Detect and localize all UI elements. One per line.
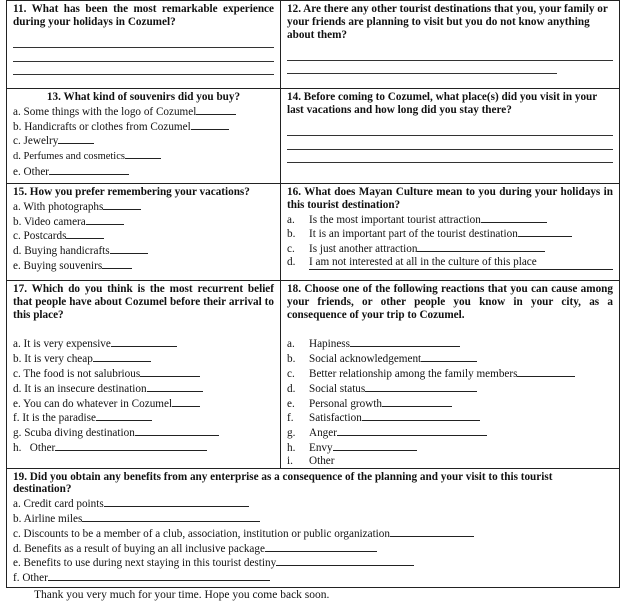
q19-option-f[interactable]: f. Other bbox=[13, 570, 613, 585]
question-19-cell bbox=[7, 468, 620, 587]
question-18-cell bbox=[281, 281, 620, 469]
question-12-text: 12. Are there any other tourist destinations that you, your family or your friends are planning to visit but you do not know anything about them? bbox=[287, 3, 608, 41]
q18-option-f[interactable]: f. Satisfaction bbox=[287, 410, 613, 425]
q13-option-b[interactable]: b. Handicrafts or clothes from Cozumel bbox=[13, 119, 274, 134]
q14-answer-line-3[interactable] bbox=[287, 150, 613, 164]
q17-option-b[interactable]: b. It is very cheap bbox=[13, 351, 274, 366]
q13-option-c[interactable]: c. Jewelry bbox=[13, 133, 274, 148]
q18-option-b[interactable]: b. Social acknowledgement bbox=[287, 351, 613, 366]
q15-option-c[interactable]: c. Postcards bbox=[13, 228, 274, 243]
q17-option-a[interactable]: a. It is very expensive bbox=[13, 336, 274, 351]
question-17-cell bbox=[7, 281, 281, 469]
q18-option-e[interactable]: e. Personal growth bbox=[287, 396, 613, 411]
question-16-cell bbox=[281, 184, 620, 281]
q15-option-a[interactable]: a. With photographs bbox=[13, 199, 274, 214]
q13-option-d[interactable]: d. Perfumes and cosmetics bbox=[13, 148, 274, 164]
q15-option-d[interactable]: d. Buying handicrafts bbox=[13, 243, 274, 258]
q18-option-i[interactable]: i. Other bbox=[287, 454, 335, 467]
q18-option-a[interactable]: a. Hapiness bbox=[287, 336, 613, 351]
q16-option-d[interactable]: d. I am not interested at all in the culture of this place bbox=[287, 256, 613, 270]
q13-option-a[interactable]: a. Some things with the logo of Cozumel bbox=[13, 104, 274, 119]
q19-option-d[interactable]: d. Benefits as a result of buying an all inclusive package bbox=[13, 541, 613, 556]
q19-option-c[interactable]: c. Discounts to be a member of a club, association, institution or public organization bbox=[13, 526, 613, 541]
question-11-cell bbox=[7, 1, 281, 89]
q16-option-b[interactable]: b. It is an important part of the tourist destination bbox=[287, 226, 613, 241]
q11-answer-line-1[interactable] bbox=[13, 35, 274, 49]
q17-option-e[interactable]: e. You can do whatever in Cozumel bbox=[13, 396, 274, 411]
q19-option-a[interactable]: a. Credit card points bbox=[13, 496, 613, 511]
q18-options bbox=[287, 336, 613, 467]
q14-answer-line-2[interactable] bbox=[287, 136, 613, 150]
q18-option-h[interactable]: h. Envy bbox=[287, 440, 613, 455]
q17-option-f[interactable]: f. It is the paradise bbox=[13, 410, 274, 425]
q13-option-e[interactable]: e. Other bbox=[13, 164, 274, 179]
question-11-text: 11. What has been the most remarkable experience during your holidays in Cozumel? bbox=[13, 3, 274, 28]
q17-option-d[interactable]: d. It is an insecure destination bbox=[13, 381, 274, 396]
q14-answer-line-1[interactable] bbox=[287, 123, 613, 137]
question-18-text: 18. Choose one of the following reactions that you can cause among your friends, or other people you know in your city, as a consequence of your trip to Cozumel. bbox=[287, 283, 613, 321]
q15-option-e[interactable]: e. Buying souvenirs bbox=[13, 258, 274, 273]
q17-option-c[interactable]: c. The food is not salubrious bbox=[13, 366, 274, 381]
q19-options bbox=[13, 496, 613, 585]
question-17-text: 17. Which do you think is the most recurrent belief that people have about Cozumel before their arrival to this place? bbox=[13, 283, 274, 321]
question-15-cell bbox=[7, 184, 281, 281]
survey-form bbox=[6, 0, 620, 588]
q18-option-c[interactable]: c. Better relationship among the family members bbox=[287, 366, 613, 381]
q16-options bbox=[287, 212, 613, 270]
q12-answer-line-1[interactable] bbox=[287, 47, 613, 61]
q12-answer-line-2[interactable] bbox=[287, 61, 557, 75]
q17-option-g[interactable]: g. Scuba diving destination bbox=[13, 425, 274, 440]
q17-option-h[interactable]: h. Other bbox=[13, 440, 274, 455]
question-13-cell bbox=[7, 89, 281, 184]
question-14-text: 14. Before coming to Cozumel, what place(s) did you visit in your last vacations and how long did you stay there? bbox=[287, 91, 598, 116]
closing-message: Thank you very much for your time. Hope you come back soon. bbox=[34, 589, 330, 601]
q16-option-c[interactable]: c. Is just another attraction bbox=[287, 241, 613, 256]
q11-answer-line-3[interactable] bbox=[13, 62, 274, 76]
q19-option-b[interactable]: b. Airline miles bbox=[13, 511, 613, 526]
q15-options bbox=[13, 199, 274, 273]
q18-option-g[interactable]: g. Anger bbox=[287, 425, 613, 440]
question-14-cell bbox=[281, 89, 620, 184]
question-16-text: 16. What does Mayan Culture mean to you during your holidays in this tourist destination? bbox=[287, 186, 613, 211]
q17-options bbox=[13, 336, 274, 454]
q13-options bbox=[13, 104, 274, 179]
question-19-text: 19. Did you obtain any benefits from any enterprise as a consequence of the planning and your visit to this tourist destination? bbox=[13, 470, 553, 496]
q15-option-b[interactable]: b. Video camera bbox=[13, 214, 274, 229]
question-12-cell bbox=[281, 1, 620, 89]
q16-option-a[interactable]: a. Is the most important tourist attraction bbox=[287, 212, 613, 227]
q11-answer-line-2[interactable] bbox=[13, 48, 274, 62]
q18-option-d[interactable]: d. Social status bbox=[287, 381, 613, 396]
q19-option-e[interactable]: e. Benefits to use during next staying in this tourist destiny bbox=[13, 555, 613, 570]
question-13-text: 13. What kind of souvenirs did you buy? bbox=[46, 91, 241, 103]
question-15-text: 15. How you prefer remembering your vacations? bbox=[13, 186, 250, 198]
